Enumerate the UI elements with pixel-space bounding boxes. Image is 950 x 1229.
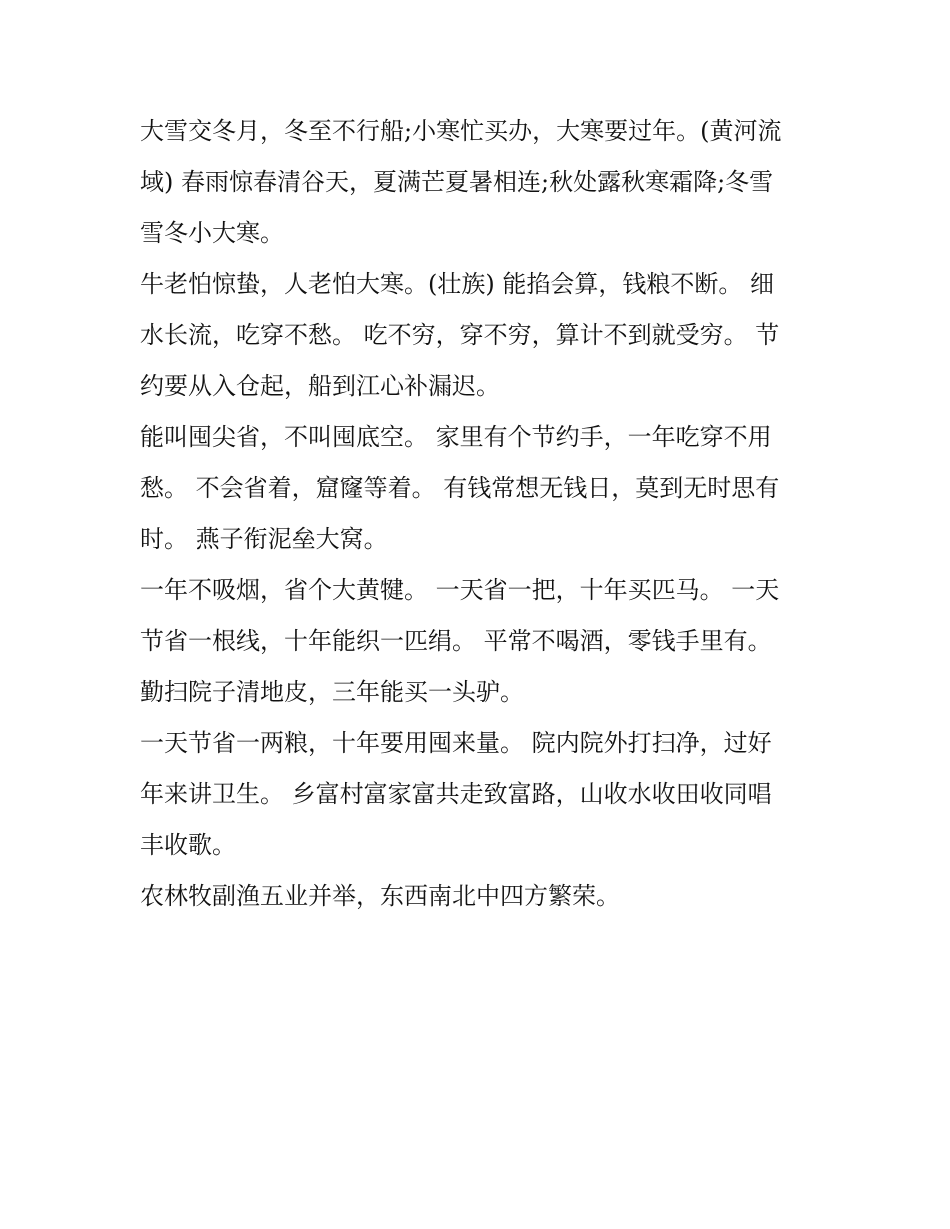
text-line: 水长流，吃穿不愁。 吃不穷，穿不穷，算计不到就受穷。 节	[140, 321, 780, 349]
text-line: 丰收歌。	[140, 831, 236, 859]
paragraph-1	[140, 106, 806, 259]
text-line: 域) 春雨惊春清谷天，夏满芒夏暑相连;秋处露秋寒霜降;冬雪	[140, 168, 774, 196]
paragraph-4	[140, 565, 806, 718]
paragraph-2	[140, 259, 806, 412]
text-line: 时。 燕子衔泥垒大窝。	[140, 525, 388, 553]
text-line: 一年不吸烟，省个大黄犍。 一天省一把，十年买匹马。 一天	[140, 576, 780, 604]
text-line: 一天节省一两粮，十年要用囤来量。 院内院外打扫净，过好	[140, 729, 772, 757]
text-line: 雪冬小大寒。	[140, 219, 284, 247]
text-line: 大雪交冬月，冬至不行船;小寒忙买办，大寒要过年。(黄河流	[140, 117, 782, 145]
text-line: 农林牧副渔五业并举，东西南北中四方繁荣。	[140, 882, 620, 910]
paragraph-5	[140, 718, 806, 871]
text-line: 能叫囤尖省，不叫囤底空。 家里有个节约手，一年吃穿不用	[140, 423, 772, 451]
text-line: 约要从入仓起，船到江心补漏迟。	[140, 372, 500, 400]
paragraph-3	[140, 412, 806, 565]
text-line: 牛老怕惊蛰，人老怕大寒。(壮族) 能掐会算，钱粮不断。 细	[140, 270, 774, 298]
text-line: 愁。 不会省着，窟窿等着。 有钱常想无钱日，莫到无时思有	[140, 474, 780, 502]
paragraph-6	[140, 871, 806, 922]
text-line: 节省一根线，十年能织一匹绢。 平常不喝酒，零钱手里有。	[140, 627, 772, 655]
text-line: 年来讲卫生。 乡富村富家富共走致富路，山收水收田收同唱	[140, 780, 772, 808]
document-body	[140, 106, 806, 922]
text-line: 勤扫院子清地皮，三年能买一头驴。	[140, 678, 524, 706]
